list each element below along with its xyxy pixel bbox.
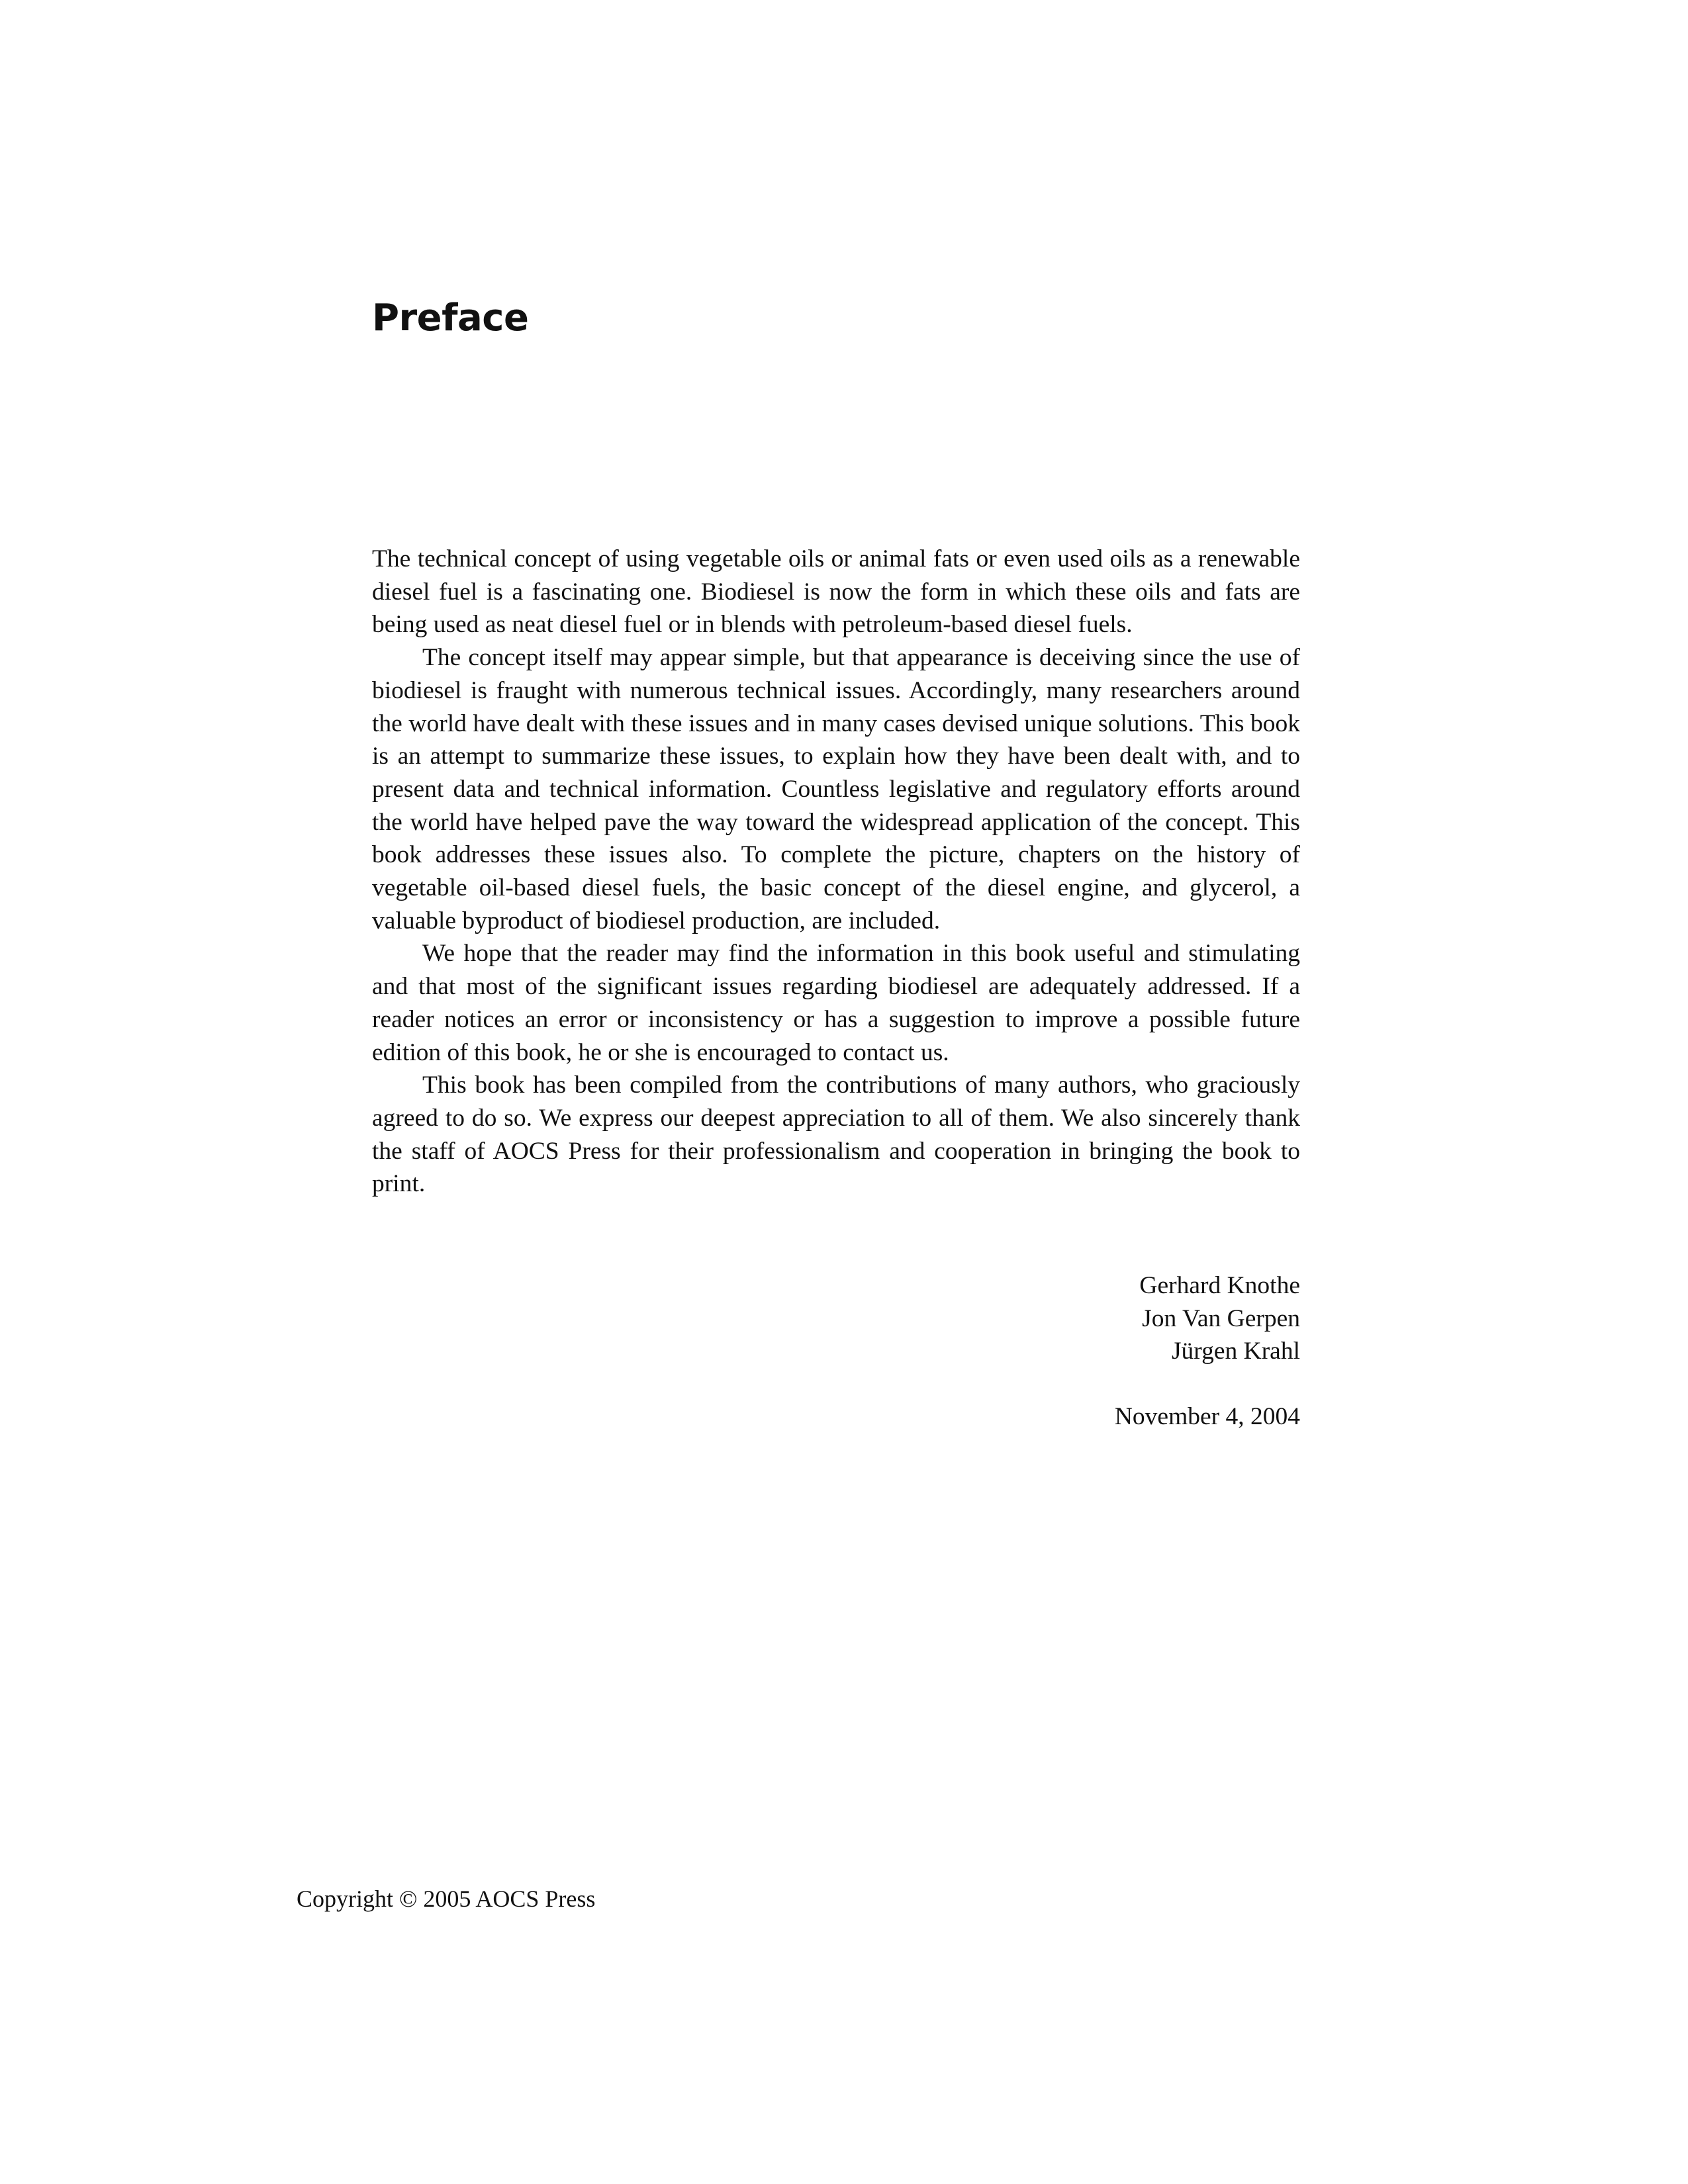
author-name: Jon Van Gerpen [1142,1304,1300,1332]
author-name: Jürgen Krahl [1171,1338,1300,1365]
page-title: Preface [372,296,529,340]
preface-date: November 4, 2004 [1114,1403,1300,1430]
author-signatures [927,1269,1300,1368]
paragraph-3: We hope that the reader may find the information in this book useful and stimulating and that most of the significant issues regarding biodiesel are adequately addressed. If a reader notices an error or inconsistency or has a suggestion to improve a possible future edition of this book, he or she is encouraged to contact us. [372,940,1300,1066]
paragraph-2: The concept itself may appear simple, but that appearance is deceiving since the use of biodiesel is fraught with numerous technical issues. Accordingly, many researchers around the world have dealt with these issues and in many cases devised unique solutions. This book is an attempt to summarize these issues, to explain how they have been dealt with, and to present data and technical information. Countless legislative and regulatory efforts around the world have helped pave the way toward the widespread application of the concept. This book addresses these issues also. To complete the picture, chapters on the history of vegetable oil-based diesel fuels, the basic concept of the diesel engine, and glycerol, a valuable byproduct of biodiesel production, are included. [372,644,1300,934]
copyright-footer: Copyright © 2005 AOCS Press [297,1886,596,1912]
author-name: Gerhard Knothe [1139,1272,1300,1299]
paragraph-4: This book has been compiled from the contributions of many authors, who graciously agreed to do so. We express our deepest appreciation to all of them. We also sincerely thank the staff of AOCS Press for their professionalism and cooperation in bringing the book to print. [372,1071,1300,1198]
preface-body [372,543,1300,1201]
paragraph-1: The technical concept of using vegetable oils or animal fats or even used oils as a renewable diesel fuel is a fascinating one. Biodiesel is now the form in which these oils and fats are being used as neat diesel fuel or in blends with petroleum-based diesel fuels. [372,545,1300,639]
